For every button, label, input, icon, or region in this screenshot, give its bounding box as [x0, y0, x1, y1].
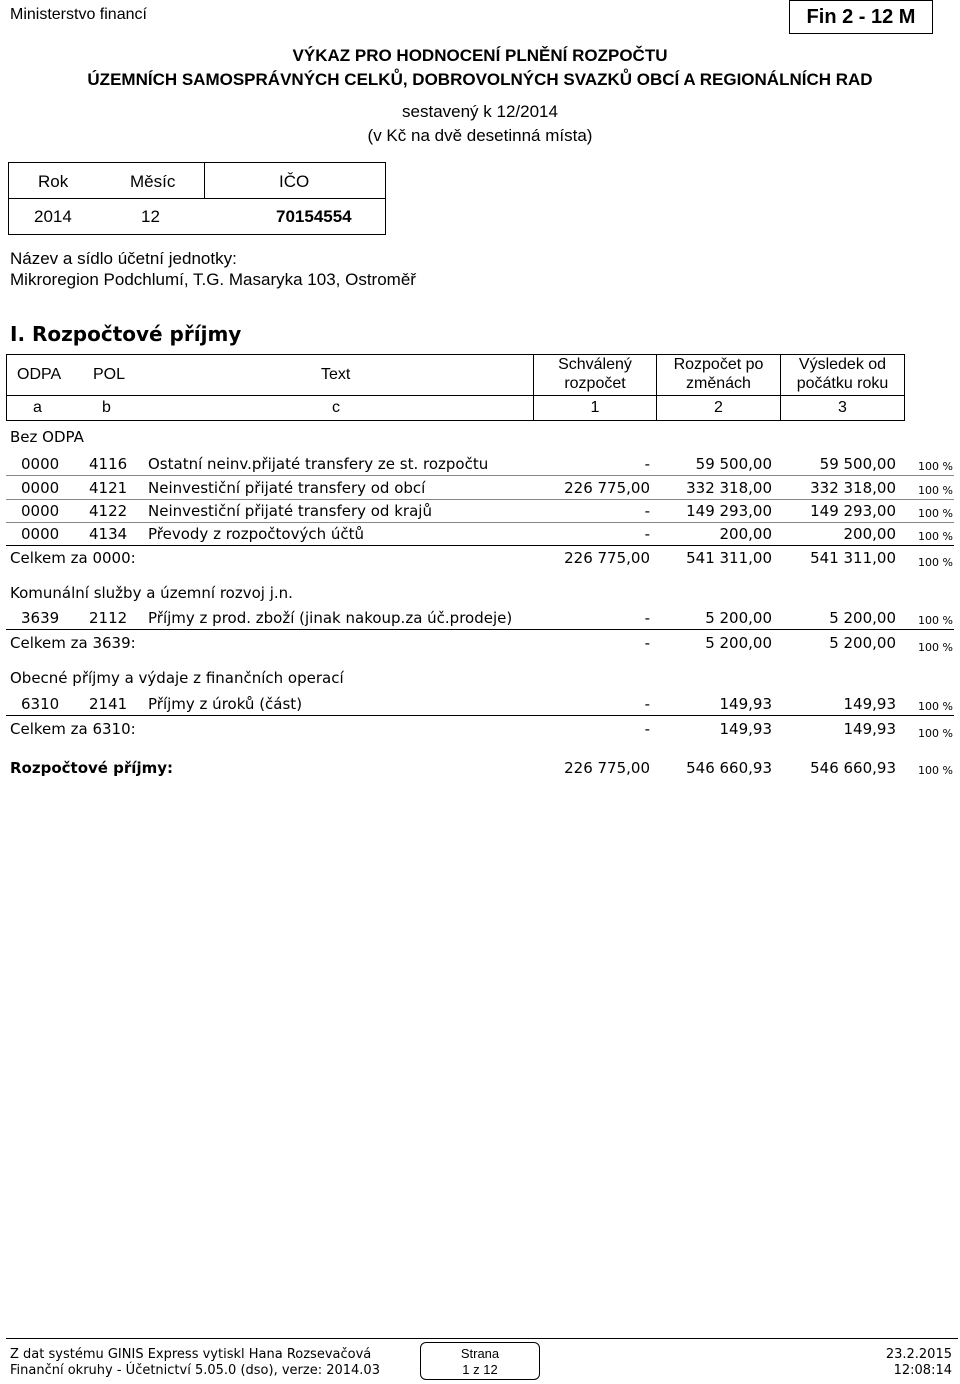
- id-box-middle-border: [8, 198, 386, 199]
- col-header-vysledek-2: počátku roku: [796, 375, 889, 392]
- row-schvaleny: -: [644, 695, 650, 713]
- col-header-text: Text: [321, 366, 351, 383]
- row-vysledek: 149 293,00: [810, 502, 896, 520]
- total-label: Celkem za 6310:: [10, 720, 136, 738]
- total-po-zmenach: 149,93: [719, 720, 772, 738]
- header-right-border: [904, 354, 905, 421]
- header-bottom-border: [6, 420, 905, 421]
- col-header-vysledek-1: Výsledek od: [798, 356, 887, 373]
- col-code-a: a: [33, 399, 42, 416]
- row-text: Ostatní neinv.přijaté transfery ze st. rozpočtu: [148, 455, 489, 473]
- row-separator: [6, 522, 954, 523]
- row-separator: [6, 475, 954, 476]
- row-percent: 100 %: [918, 460, 953, 473]
- row-pol: 4116: [89, 455, 128, 473]
- row-po-zmenach: 5 200,00: [705, 609, 772, 627]
- group-title: Obecné příjmy a výdaje z finančních operací: [10, 669, 344, 687]
- header-top-border: [6, 354, 905, 355]
- total-schvaleny: -: [644, 720, 650, 738]
- id-box-left-border: [8, 162, 9, 235]
- id-box-right-border: [385, 162, 386, 235]
- group-title: Bez ODPA: [10, 428, 84, 446]
- report-title-line1: VÝKAZ PRO HODNOCENÍ PLNĚNÍ ROZPOČTU: [292, 46, 668, 65]
- ico-label: IČO: [279, 172, 310, 191]
- total-label: Celkem za 0000:: [10, 549, 136, 567]
- row-text: Neinvestiční přijaté transfery od krajů: [148, 502, 432, 520]
- total-percent: 100 %: [918, 641, 953, 654]
- total-label: Celkem za 3639:: [10, 634, 136, 652]
- group-title: Komunální služby a územní rozvoj j.n.: [10, 584, 293, 602]
- row-po-zmenach: 59 500,00: [695, 455, 772, 473]
- col-code-b: b: [102, 399, 111, 416]
- row-odpa: 3639: [21, 609, 60, 627]
- footer-separator: [6, 1338, 958, 1339]
- total-separator: [6, 629, 954, 630]
- ico-value: 70154554: [276, 207, 352, 226]
- row-odpa: 0000: [21, 455, 60, 473]
- footer-date: 23.2.2015: [885, 1347, 952, 1362]
- row-percent: 100 %: [918, 507, 953, 520]
- col-code-1: 1: [590, 399, 600, 416]
- total-percent: 100 %: [918, 556, 953, 569]
- form-code-badge: Fin 2 - 12 M: [789, 0, 933, 34]
- row-odpa: 0000: [21, 479, 60, 497]
- row-po-zmenach: 332 318,00: [686, 479, 772, 497]
- row-vysledek: 200,00: [843, 525, 896, 543]
- mesic-label: Měsíc: [130, 172, 176, 191]
- footer-module: Finanční okruhy - Účetnictví 5.05.0 (dso), verze: 2014.03: [10, 1363, 380, 1378]
- row-text: Neinvestiční přijaté transfery od obcí: [148, 479, 426, 497]
- header-left-border: [6, 354, 7, 421]
- row-percent: 100 %: [918, 614, 953, 627]
- row-vysledek: 149,93: [843, 695, 896, 713]
- page-label: Strana: [460, 1346, 500, 1361]
- id-box-divider: [204, 162, 205, 199]
- row-schvaleny: 226 775,00: [564, 479, 650, 497]
- total-schvaleny: -: [644, 634, 650, 652]
- report-subtitle-units: (v Kč na dvě desetinná místa): [367, 126, 593, 145]
- id-box-bottom-border: [8, 234, 386, 235]
- row-schvaleny: -: [644, 525, 650, 543]
- grand-total-po-zmenach: 546 660,93: [686, 759, 772, 777]
- entity-name: Mikroregion Podchlumí, T.G. Masaryka 103, Ostroměř: [10, 270, 416, 289]
- total-vysledek: 149,93: [843, 720, 896, 738]
- col-header-schvaleny-1: Schválený: [558, 356, 632, 373]
- col-header-pol: POL: [93, 366, 126, 383]
- row-pol: 2141: [89, 695, 128, 713]
- row-percent: 100 %: [918, 484, 953, 497]
- col-header-odpa: ODPA: [17, 366, 62, 383]
- rok-label: Rok: [38, 172, 69, 191]
- grand-total-schvaleny: 226 775,00: [564, 759, 650, 777]
- page-indicator: [420, 1342, 540, 1380]
- row-vysledek: 332 318,00: [810, 479, 896, 497]
- row-text: Příjmy z prod. zboží (jinak nakoup.za úč.prodeje): [148, 609, 513, 627]
- total-schvaleny: 226 775,00: [564, 549, 650, 567]
- col-header-schvaleny-2: rozpočet: [564, 375, 626, 392]
- row-text: Převody z rozpočtových účtů: [148, 525, 365, 543]
- ministry-name: Ministerstvo financí: [10, 6, 147, 23]
- rok-value: 2014: [34, 207, 72, 226]
- id-box-top-border: [8, 162, 386, 163]
- section-title: I. Rozpočtové příjmy: [10, 322, 242, 346]
- col-code-c: c: [332, 399, 340, 416]
- footer-time: 12:08:14: [893, 1363, 952, 1378]
- row-percent: 100 %: [918, 530, 953, 543]
- page-value: 1 z 12: [462, 1362, 498, 1377]
- row-odpa: 0000: [21, 525, 60, 543]
- total-po-zmenach: 5 200,00: [705, 634, 772, 652]
- row-schvaleny: -: [644, 609, 650, 627]
- row-pol: 4122: [89, 502, 128, 520]
- grand-total-vysledek: 546 660,93: [810, 759, 896, 777]
- row-odpa: 0000: [21, 502, 60, 520]
- row-po-zmenach: 200,00: [719, 525, 772, 543]
- row-text: Příjmy z úroků (část): [148, 695, 303, 713]
- row-po-zmenach: 149 293,00: [686, 502, 772, 520]
- row-pol: 4121: [89, 479, 128, 497]
- grand-total-label: Rozpočtové příjmy:: [10, 759, 173, 777]
- row-pol: 2112: [89, 609, 128, 627]
- footer-source: Z dat systému GINIS Express vytiskl Hana Rozsevačová: [10, 1347, 372, 1362]
- entity-label: Název a sídlo účetní jednotky:: [10, 249, 237, 268]
- col-code-3: 3: [838, 399, 847, 416]
- row-odpa: 6310: [21, 695, 60, 713]
- row-vysledek: 59 500,00: [819, 455, 896, 473]
- row-separator: [6, 499, 954, 500]
- col-header-po-zmenach-2: změnách: [686, 375, 751, 392]
- report-subtitle-date: sestavený k 12/2014: [402, 102, 558, 121]
- mesic-value: 12: [141, 207, 160, 226]
- total-vysledek: 5 200,00: [829, 634, 896, 652]
- report-title-line2: ÚZEMNÍCH SAMOSPRÁVNÝCH CELKŮ, DOBROVOLNÝCH SVAZKŮ OBCÍ A REGIONÁLNÍCH RAD: [87, 70, 873, 89]
- row-schvaleny: -: [644, 502, 650, 520]
- row-percent: 100 %: [918, 700, 953, 713]
- row-vysledek: 5 200,00: [829, 609, 896, 627]
- row-po-zmenach: 149,93: [719, 695, 772, 713]
- total-po-zmenach: 541 311,00: [686, 549, 772, 567]
- total-percent: 100 %: [918, 727, 953, 740]
- total-separator: [6, 715, 954, 716]
- col-header-po-zmenach-1: Rozpočet po: [673, 356, 764, 373]
- total-separator: [6, 545, 954, 546]
- grand-total-percent: 100 %: [918, 764, 953, 777]
- header-middle-border: [6, 395, 905, 396]
- row-schvaleny: -: [644, 455, 650, 473]
- row-pol: 4134: [89, 525, 128, 543]
- total-vysledek: 541 311,00: [810, 549, 896, 567]
- col-code-2: 2: [714, 399, 723, 416]
